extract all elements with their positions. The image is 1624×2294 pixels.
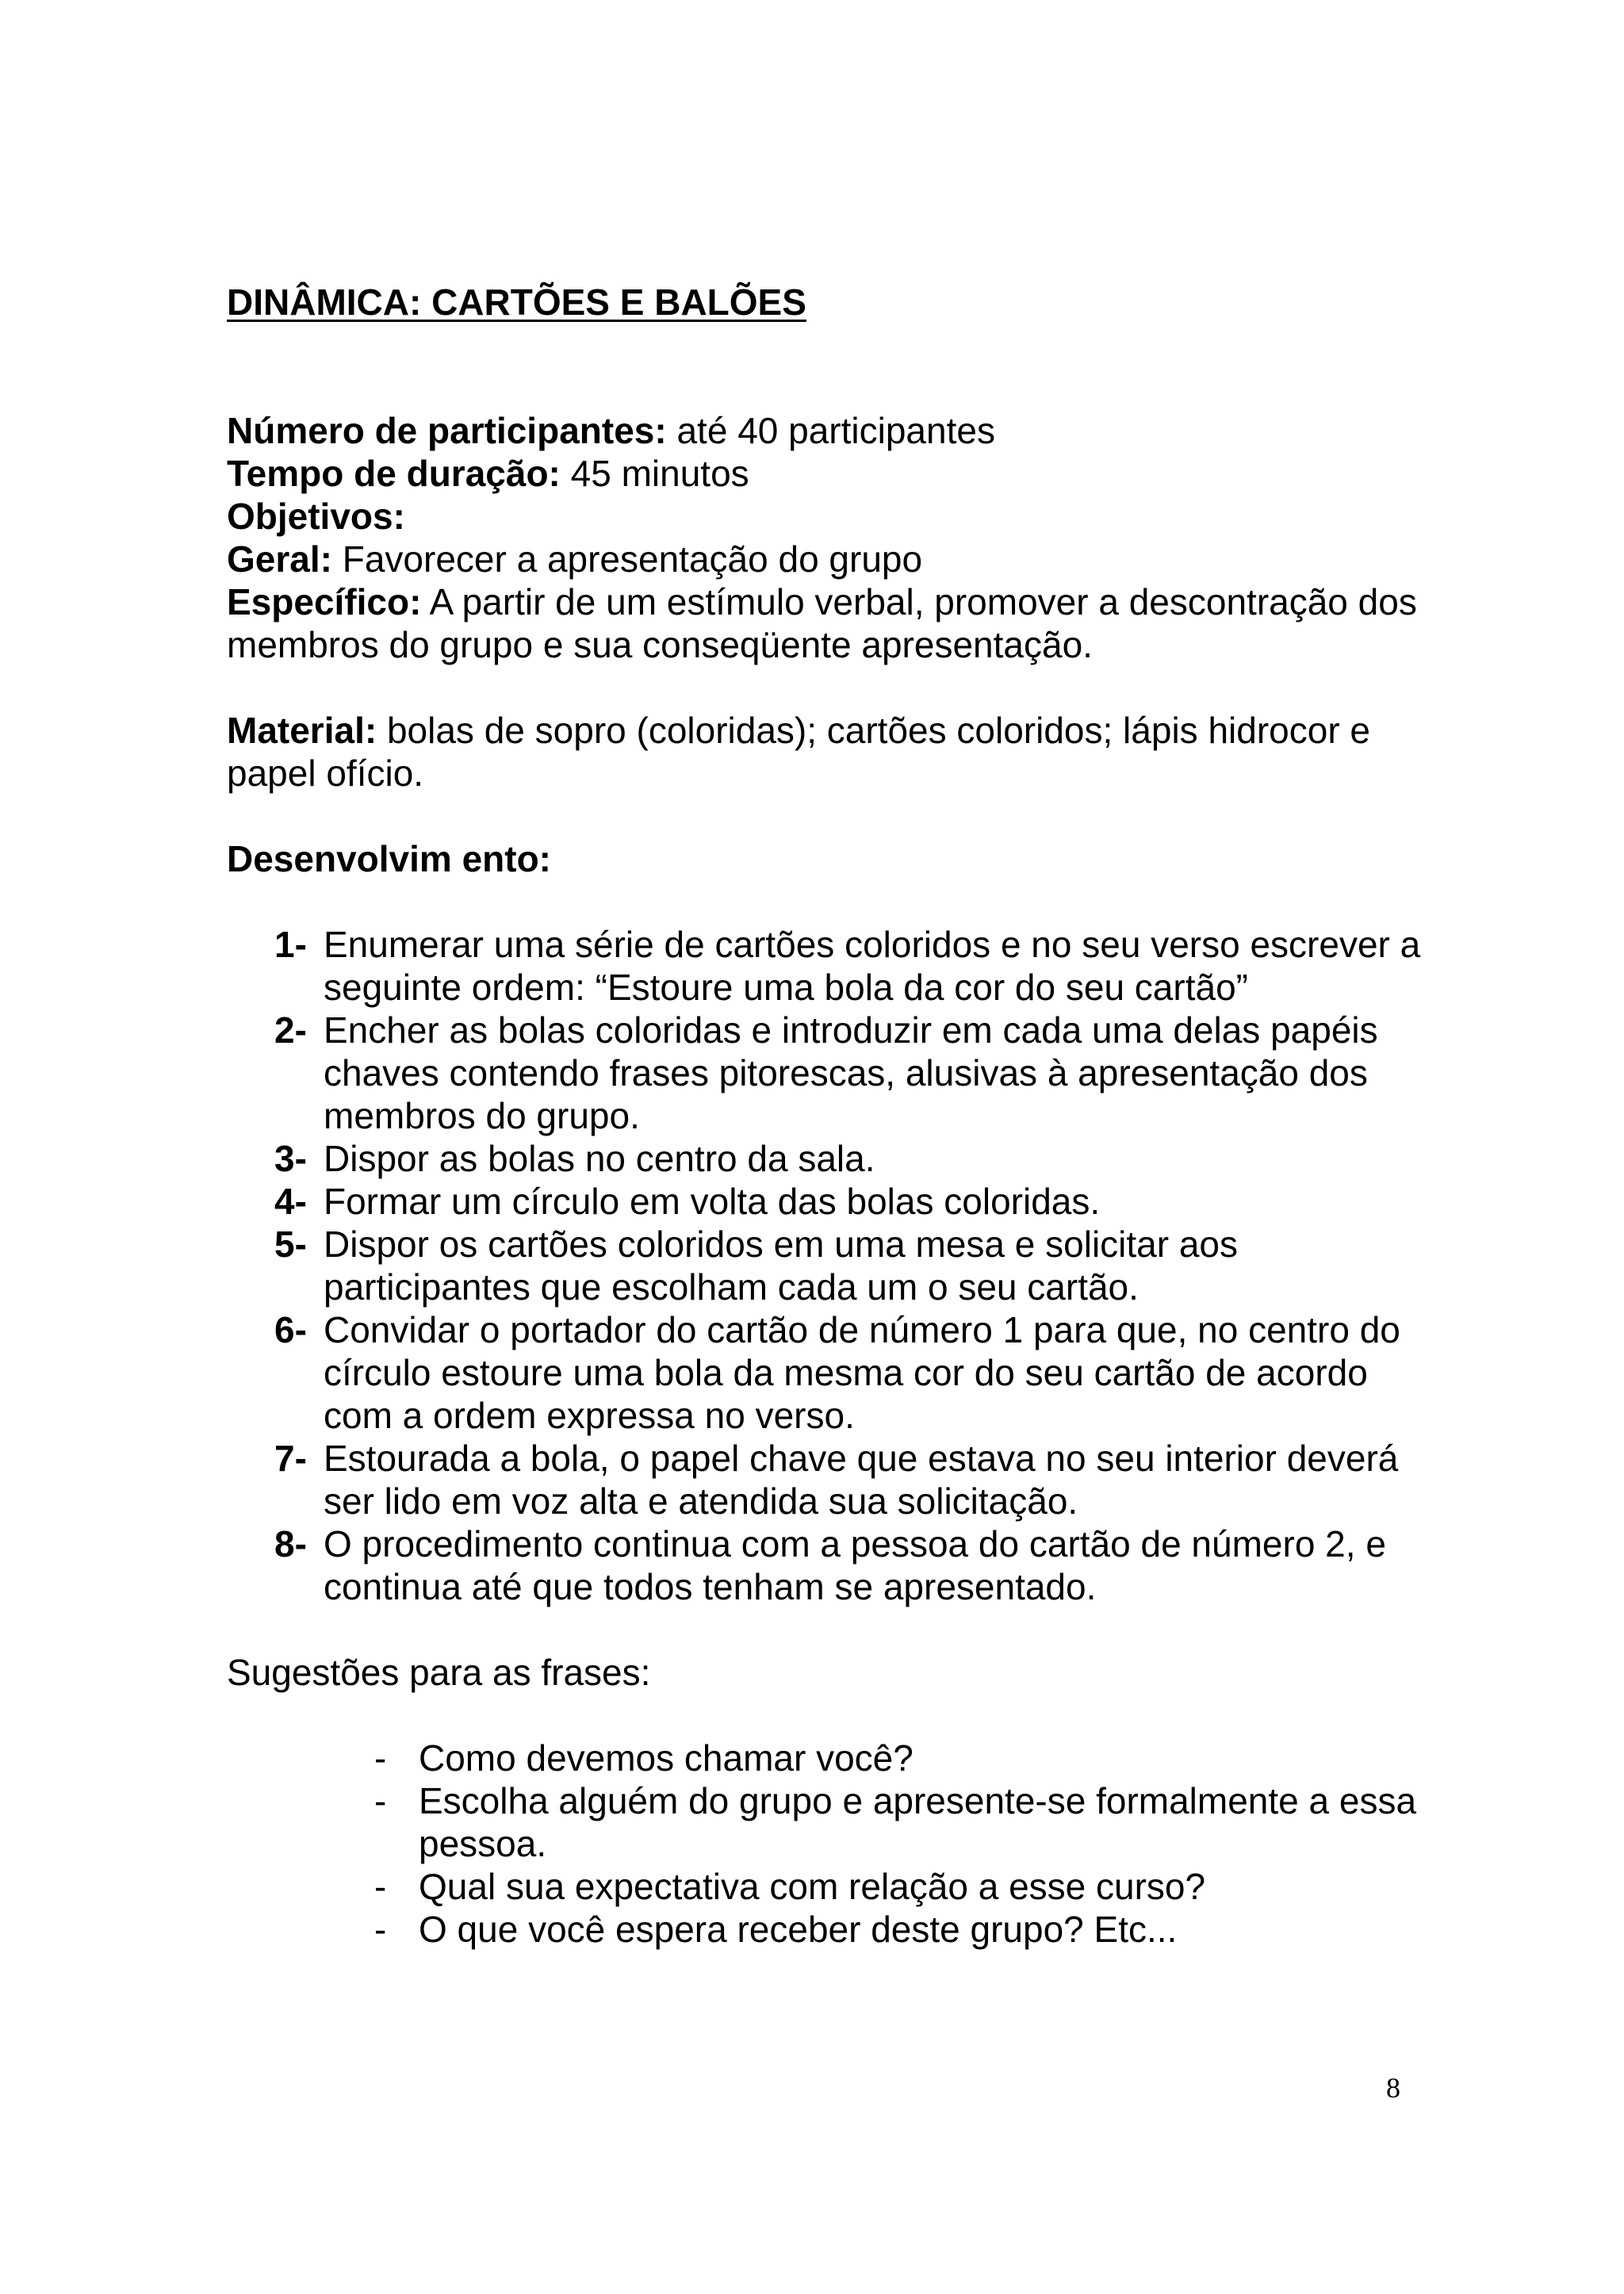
- page-number: 8: [1386, 2072, 1400, 2104]
- spacer: [227, 880, 1424, 923]
- step-item: [227, 1009, 1424, 1137]
- suggestion-text: Qual sua expectativa com relação a esse curso?: [419, 1866, 1206, 1907]
- step-number: 1-: [274, 924, 307, 965]
- objectives-label: Objetivos:: [227, 496, 405, 537]
- specific-value: A partir de um estímulo verbal, promover a descontração dos membros do grupo e sua conseqüente apresentação.: [227, 581, 1417, 665]
- specific-line: [227, 580, 1424, 666]
- material-label: Material:: [227, 710, 377, 751]
- suggestion-item: [227, 1779, 1424, 1865]
- step-number: 3-: [274, 1138, 307, 1179]
- step-item: [227, 923, 1424, 1009]
- duration-label: Tempo de duração:: [227, 453, 561, 494]
- step-item: [227, 1180, 1424, 1223]
- step-text: Dispor os cartões coloridos em uma mesa e solicitar aos participantes que escolham cada um o seu cartão.: [324, 1224, 1239, 1308]
- step-number: 2-: [274, 1009, 307, 1051]
- step-text: Encher as bolas coloridas e introduzir em cada uma delas papéis chaves contendo frases pitorescas, alusivas à apresentação dos membros do grupo.: [324, 1009, 1378, 1136]
- spacer: [227, 1694, 1424, 1737]
- dash-bullet: -: [374, 1737, 387, 1779]
- suggestions-list: [227, 1737, 1424, 1951]
- suggestion-item: [227, 1737, 1424, 1779]
- dash-bullet: -: [374, 1866, 387, 1907]
- steps-list: [227, 923, 1424, 1608]
- general-label: Geral:: [227, 538, 332, 580]
- spacer: [227, 666, 1424, 709]
- step-text: Formar um círculo em volta das bolas coloridas.: [324, 1181, 1101, 1222]
- step-item: [227, 1522, 1424, 1608]
- step-item: [227, 1223, 1424, 1308]
- participants-label: Número de participantes:: [227, 410, 667, 451]
- dash-bullet: -: [374, 1909, 387, 1950]
- spacer: [227, 324, 1424, 409]
- step-text: Enumerar uma série de cartões coloridos e no seu verso escrever a seguinte ordem: “Estoure uma bola da cor do seu cartão”: [324, 924, 1421, 1008]
- step-text: Convidar o portador do cartão de número 1 para que, no centro do círculo estoure uma bola da mesma cor do seu cartão de acordo com a ordem expressa no verso.: [324, 1309, 1400, 1436]
- duration-value: 45 minutos: [560, 453, 749, 494]
- duration-line: [227, 452, 1424, 495]
- step-item: [227, 1137, 1424, 1180]
- participants-line: [227, 409, 1424, 452]
- step-item: [227, 1437, 1424, 1522]
- step-number: 8-: [274, 1523, 307, 1564]
- specific-label: Específico:: [227, 581, 422, 622]
- step-number: 4-: [274, 1181, 307, 1222]
- suggestion-text: Escolha alguém do grupo e apresente-se formalmente a essa pessoa.: [419, 1780, 1417, 1864]
- document-page: [227, 281, 1424, 1951]
- step-number: 6-: [274, 1309, 307, 1350]
- step-number: 7-: [274, 1438, 307, 1479]
- suggestion-item: [227, 1865, 1424, 1908]
- spacer: [227, 795, 1424, 837]
- step-text: Estourada a bola, o papel chave que estava no seu interior deverá ser lido em voz alta e atendida sua solicitação.: [324, 1438, 1399, 1522]
- participants-value: até 40 participantes: [666, 410, 995, 451]
- material-value: bolas de sopro (coloridas); cartões coloridos; lápis hidrocor e papel ofício.: [227, 710, 1370, 794]
- step-text: Dispor as bolas no centro da sala.: [324, 1138, 875, 1179]
- dash-bullet: -: [374, 1780, 387, 1821]
- step-item: [227, 1308, 1424, 1437]
- suggestion-item: [227, 1908, 1424, 1951]
- material-line: [227, 709, 1424, 795]
- general-value: Favorecer a apresentação do grupo: [331, 538, 923, 580]
- step-text: O procedimento continua com a pessoa do cartão de número 2, e continua até que todos tenham se apresentado.: [324, 1523, 1386, 1607]
- step-number: 5-: [274, 1224, 307, 1265]
- suggestion-text: O que você espera receber deste grupo? Etc...: [419, 1909, 1178, 1950]
- spacer: [227, 1608, 1424, 1651]
- suggestions-heading: Sugestões para as frases:: [227, 1652, 651, 1693]
- suggestion-text: Como devemos chamar você?: [419, 1737, 914, 1779]
- document-title: DINÂMICA: CARTÕES E BALÕES: [227, 281, 806, 323]
- development-heading: Desenvolvim ento:: [227, 838, 551, 879]
- general-line: [227, 538, 1424, 580]
